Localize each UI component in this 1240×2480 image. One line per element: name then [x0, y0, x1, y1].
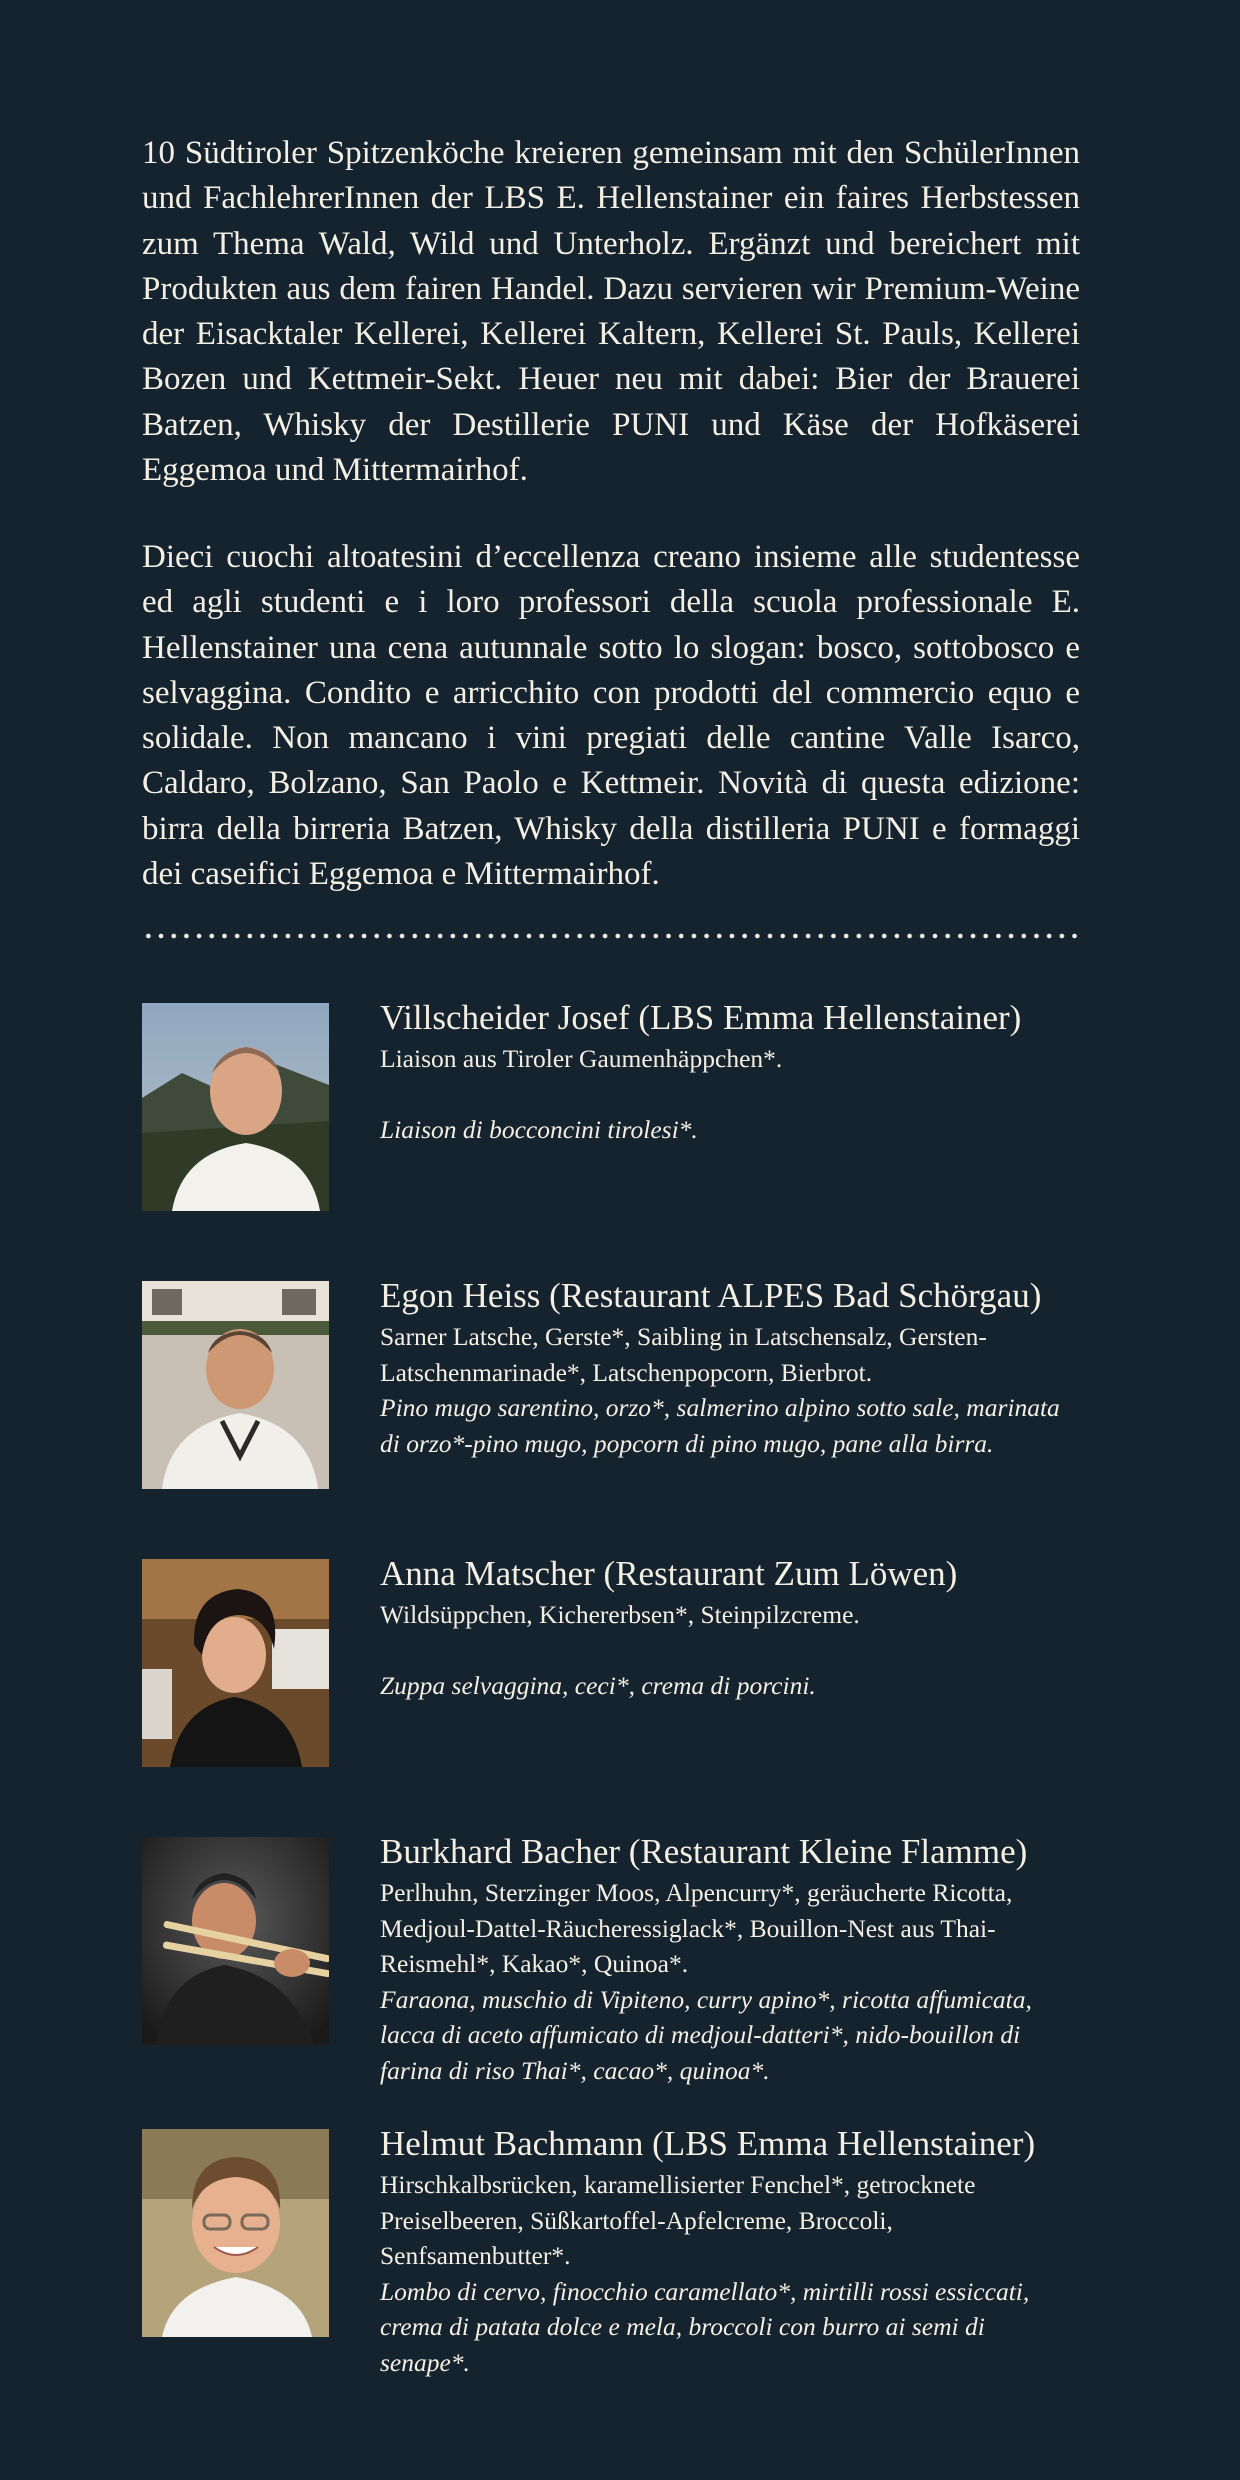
intro-italian: Dieci cuochi altoatesini d’eccellenza creano insieme alle studentesse ed agli studenti e i loro professori della scuola professionale E. Hellenstainer una cena autunnale sotto lo slogan: bosco, sottobosco e selvaggina. Condito e arricchito con prodotti del commercio equo e solidale. Non mancano i vini pregiati delle cantine Valle Isarco, Caldaro, Bolzano, San Paolo e Kettmeir. Novità di questa edizione: birra della birreria Batzen, Whisky della distilleria PUNI e formaggi dei caseifici Eggemoa e Mittermairhof. — [142, 539, 1080, 893]
chef-name: Egon Heiss (Restaurant ALPES Bad Schörgau) — [380, 1276, 1042, 1315]
dish-italian: Liaison di bocconcini tirolesi*. — [380, 1115, 698, 1144]
chef-name: Helmut Bachmann (LBS Emma Hellenstainer) — [380, 2124, 1036, 2163]
chef-name: Villscheider Josef (LBS Emma Hellenstainer) — [380, 998, 1022, 1037]
dish-italian: Pino mugo sarentino, orzo*, salmerino alpino sotto sale, marinata di orzo*-pino mugo, popcorn di pino mugo, pane alla birra. — [380, 1393, 1060, 1458]
dish-german: Liaison aus Tiroler Gaumenhäppchen*. — [380, 1044, 783, 1073]
dotted-divider — [142, 932, 1080, 940]
chef-entry — [142, 998, 1080, 1213]
chef-name: Burkhard Bacher (Restaurant Kleine Flamme) — [380, 1832, 1028, 1871]
chef-photo — [142, 1559, 329, 1767]
dish-german: Hirschkalbsrücken, karamellisierter Fenchel*, getrocknete Preiselbeeren, Süßkartoffel-Apfelcreme, Broccoli, Senfsamenbutter*. — [380, 2170, 976, 2270]
dish-italian: Faraona, muschio di Vipiteno, curry apino*, ricotta affumicata, lacca di aceto affumicato di medjoul-datteri*, nido-bouillon di farina di riso Thai*, cacao*, quinoa*. — [380, 1984, 1032, 2085]
chef-entry — [142, 1832, 1080, 2085]
chef-entry — [142, 1276, 1080, 1491]
chef-entry — [142, 1554, 1080, 1769]
dish-german: Wildsüppchen, Kichererbsen*, Steinpilzcreme. — [380, 1600, 860, 1629]
chef-name: Anna Matscher (Restaurant Zum Löwen) — [380, 1554, 958, 1593]
intro-german: 10 Südtiroler Spitzenköche kreieren gemeinsam mit den SchülerInnen und FachlehrerInnen der LBS E. Hellenstainer ein faires Herbstessen zum Thema Wald, Wild und Unterholz. Ergänzt und bereichert mit Produkten aus dem fairen Handel. Dazu servieren wir Premium-Weine der Eisacktaler Kellerei, Kellerei Kaltern, Kellerei St. Pauls, Kellerei Bozen und Kettmeir-Sekt. Heuer neu mit dabei: Bier der Brauerei Batzen, Whisky der Destillerie PUNI und Käse der Hofkäserei Eggemoa und Mittermairhof. — [142, 135, 1080, 489]
dish-german: Perlhuhn, Sterzinger Moos, Alpencurry*, geräucherte Ricotta, Medjoul-Dattel-Räucheressiglack*, Bouillon-Nest aus Thai-Reismehl*, Kakao*, Quinoa*. — [380, 1878, 1013, 1978]
dish-german: Sarner Latsche, Gerste*, Saibling in Latschensalz, Gersten-Latschenmarinade*, Latschenpopcorn, Bierbrot. — [380, 1322, 987, 1387]
chef-entry — [142, 2124, 1080, 2377]
chef-photo — [142, 1003, 329, 1211]
chef-photo — [142, 2129, 329, 2337]
chef-photo — [142, 1837, 329, 2045]
dish-italian: Zuppa selvaggina, ceci*, crema di porcini. — [380, 1671, 816, 1700]
dish-italian: Lombo di cervo, finocchio caramellato*, mirtilli rossi essiccati, crema di patata dolce e mela, broccoli con burro ai semi di senape*. — [380, 2276, 1030, 2377]
chef-photo — [142, 1281, 329, 1489]
